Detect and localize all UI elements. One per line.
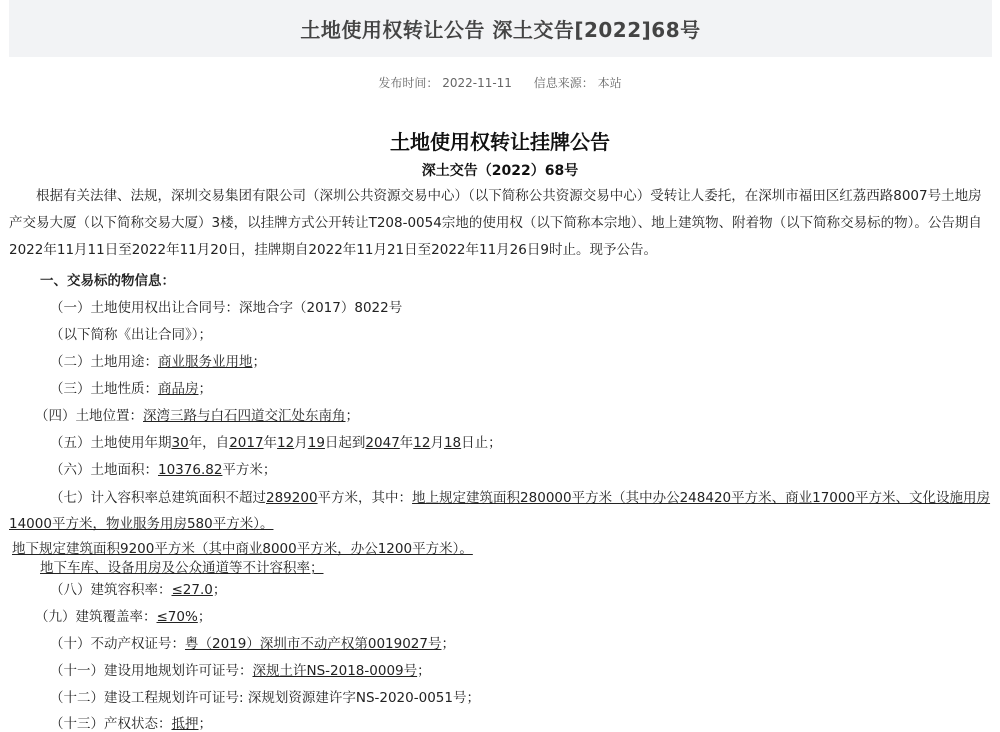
section-heading: 一、交易标的物信息： [40, 273, 175, 289]
publish-time: 发布时间： 2022-11-11 [378, 76, 512, 90]
header-bar [9, 0, 992, 57]
item-6: （六）土地面积：10376.82平方米； [50, 462, 277, 478]
info-source: 信息来源： 本站 [533, 76, 622, 90]
item-10: （十）不动产权证号：粤（2019）深圳市不动产权第0019027号； [50, 636, 455, 652]
item-7-note: 地下车库、设备用房及公众通道等不计容积率； [40, 560, 324, 576]
doc-title: 土地使用权转让挂牌公告 [390, 130, 610, 154]
item-11: （十一）建设用地规划许可证号：深规土许NS-2018-0009号； [50, 663, 431, 679]
item-7-cont: 14000平方米，物业服务用房580平方米）。 [9, 516, 274, 532]
item-7-underground: 地下规定建筑面积9200平方米（其中商业8000平方米，办公1200平方米）。 [12, 541, 473, 557]
item-1b: （以下简称《出让合同》）； [50, 327, 212, 343]
item-12: （十二）建设工程规划许可证号: 深规划资源建许字NS-2020-0051号； [50, 690, 480, 706]
item-13: （十三）产权状态：抵押； [50, 716, 212, 732]
page-title: 土地使用权转让公告 深土交告[2022]68号 [300, 18, 701, 42]
item-2: （二）土地用途：商业服务业用地； [50, 354, 266, 370]
doc-subtitle: 深土交告（2022）68号 [421, 163, 579, 179]
item-8: （八）建筑容积率：≤27.0； [50, 582, 227, 598]
item-4: （四）土地位置：深湾三路与白石四道交汇处东南角； [35, 408, 359, 424]
item-3: （三）土地性质：商品房； [50, 381, 212, 397]
intro-paragraph: 根据有关法律、法规，深圳交易集团有限公司（深圳公共资源交易中心）（以下简称公共资源交易中心）受转让人委托，在深圳市福田区红荔西路8007号土地房产交易大厦（以下简称交易大厦）3楼，以挂牌方式公开转让T208-0054宗地的使用权（以下简称本宗地）、地上建筑物、附着物（以下简称交易标的物）。公告期自2022年11月11日至2022年11月20日，挂牌期自2022年11月21日至2022年11月26日9时止。现予公告。 [9, 188, 982, 258]
item-5: （五）土地使用年期30年，自2017年12月19日起到2047年12月18日止； [50, 435, 502, 451]
item-1: （一）土地使用权出让合同号：深地合字（2017）8022号 [50, 300, 403, 316]
item-9: （九）建筑覆盖率：≤70%； [35, 609, 212, 625]
item-7: （七）计入容积率总建筑面积不超过289200平方米，其中：地上规定建筑面积280000平方米（其中办公248420平方米、商业17000平方米、文化设施用房 [50, 490, 991, 506]
meta-info [0, 74, 1000, 91]
